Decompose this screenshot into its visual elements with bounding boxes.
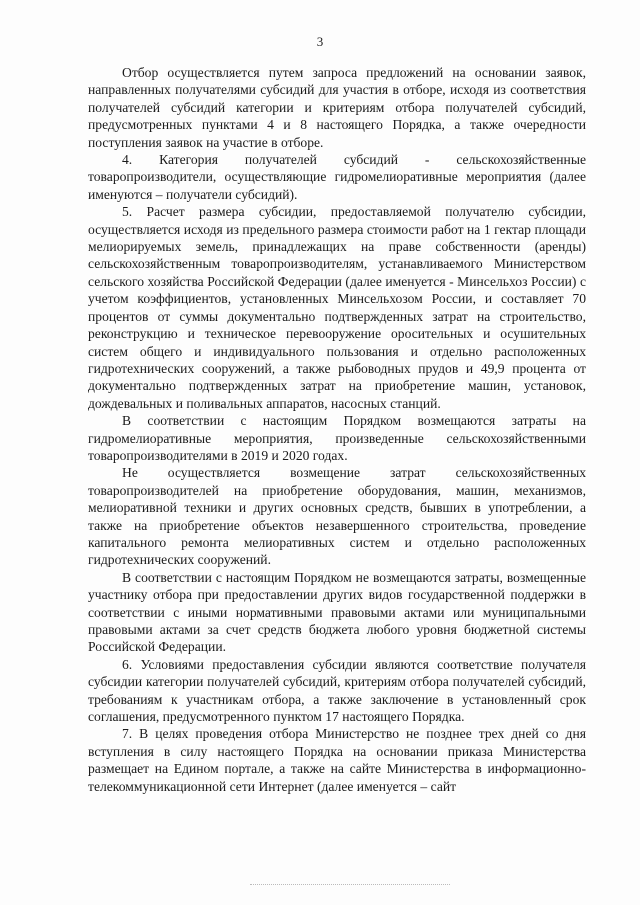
paragraph-selection-procedure: Отбор осуществляется путем запроса предложений на основании заявок, направленных получателями субсидий для участия в отборе, исходя из соответствия получателей субсидий категории и критериям отбора получателей субсидий, предусмотренных пунктами 4 и 8 настоящего Порядка, а также очередности поступления заявок на участие в отборе.	[88, 65, 586, 150]
paragraph-non-reimbursed-other-support: В соответствии с настоящим Порядком не возмещаются затраты, возмещенные участнику отбора при предоставлении других видов государственной поддержки в соответствии с иными нормативными правовыми актами или муниципальными правовыми актами за счет средств бюджета любого уровня бюджетной системы Российской Федерации.	[88, 569, 586, 655]
paragraph-4-recipient-category: 4. Категория получателей субсидий - сельскохозяйственные товаропроизводители, осуществляющие гидромелиоративные мероприятия (далее именуются – получатели субсидий).	[88, 152, 586, 202]
paragraph-6-conditions: 6. Условиями предоставления субсидии являются соответствие получателя субсидии категории получателей субсидий, критериям отбора получателей субсидий, требованиям к участникам отбора, а также заключение в установленный срок соглашения, предусмотренного пунктом 17 настоящего Порядка.	[88, 656, 586, 725]
footer-divider	[250, 884, 450, 885]
paragraph-7-selection-announcement: 7. В целях проведения отбора Министерство не позднее трех дней со дня вступления в силу настоящего Порядка на основании приказа Министерства размещает на Едином портале, а также на сайте Министерства в информационно-телекоммуникационной сети Интернет (далее именуется – сайт	[88, 726, 586, 794]
paragraph-non-reimbursed-equipment: Не осуществляется возмещение затрат сельскохозяйственных товаропроизводителей на приобретение оборудования, машин, механизмов, мелиоративной техники и других основных средств, бывших в употреблении, а также на приобретение объектов незавершенного строительства, проведение капитального ремонта мелиоративных систем и отдельно расположенных гидротехнических сооружений.	[88, 465, 586, 568]
paragraph-reimbursed-costs: В соответствии с настоящим Порядком возмещаются затраты на гидромелиоративные мероприятия, произведенные сельскохозяйственными товаропроизводителями в 2019 и 2020 годах.	[88, 413, 586, 463]
paragraph-5-subsidy-calculation: 5. Расчет размера субсидии, предоставляемой получателю субсидии, осуществляется исходя из предельного размера стоимости работ на 1 гектар площади мелиорируемых земель, принадлежащих на праве собственности (аренды) сельскохозяйственным товаропроизводителям, устанавливаемого Министерством сельского хозяйства Российской Федерации (далее именуется - Минсельхоз России) с учетом коэффициентов, установленных Минсельхозом России, и составляет 70 процентов от суммы документально подтвержденных затрат на строительство, реконструкцию и техническое перевооружение оросительных и осушительных систем общего и индивидуального пользования и отдельно расположенных гидротехнических сооружений, а также рыбоводных прудов и 49,9 процента от документально подтвержденных затрат на приобретение машин, установок, дождевальных и поливальных аппаратов, насосных станций.	[88, 204, 586, 411]
document-body	[88, 64, 586, 795]
page-number: 3	[316, 34, 324, 49]
